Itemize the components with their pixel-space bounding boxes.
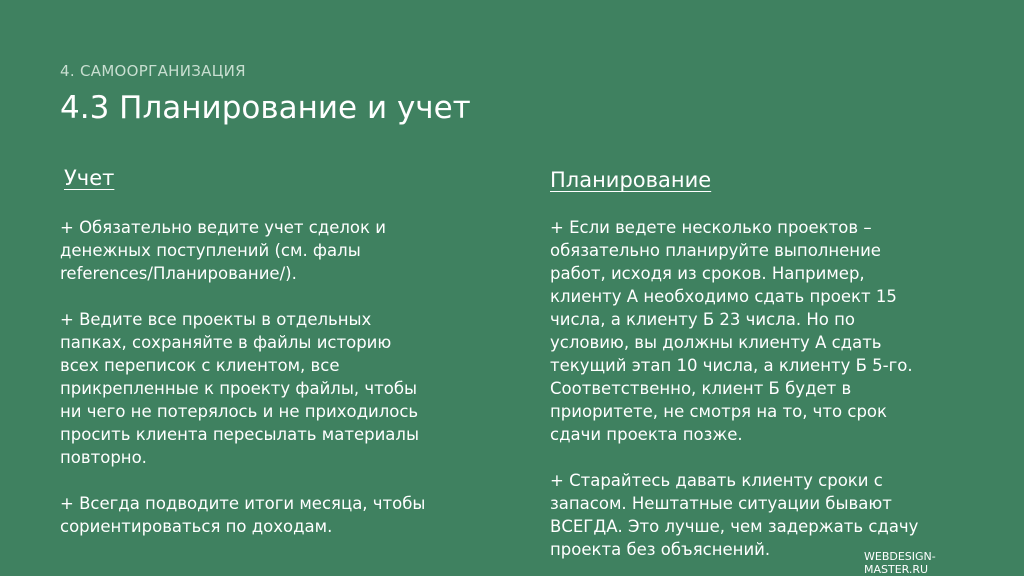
- planning-paragraph: + Если ведете несколько проектов – обязательно планируйте выполнение работ, исходя из сроков. Например, клиенту А необходимо сдать проект 15 числа, а клиенту Б 23 числа. Но по условию, вы должны клиенту А сдать текущий этап 10 числа, а клиенту Б 5-го. Соответственно, клиент Б будет в приоритете, не смотря на то, что срок сдачи проекта позже.: [550, 218, 913, 444]
- accounting-column: [60, 216, 500, 561]
- planning-column: [550, 216, 990, 576]
- site-watermark: WEBDESIGN- MASTER.RU: [864, 550, 936, 576]
- planning-heading: Планирование: [550, 168, 712, 192]
- planning-paragraph: + Старайтесь давать клиенту сроки с запасом. Нештатные ситуации бывают ВСЕГДА. Это лучше, чем задержать сдачу проекта без объяснений.: [550, 471, 919, 559]
- slide-title: 4.3 Планирование и учет: [60, 90, 471, 126]
- accounting-paragraph: + Всегда подводите итоги месяца, чтобы сориентироваться по доходам.: [60, 494, 426, 536]
- accounting-heading: Учет: [64, 166, 115, 190]
- accounting-paragraph: + Обязательно ведите учет сделок и денежных поступлений (см. фалы references/Планирование/).: [60, 218, 386, 283]
- section-label: 4. САМООРГАНИЗАЦИЯ: [60, 62, 246, 80]
- accounting-paragraph: + Ведите все проекты в отдельных папках, сохраняйте в файлы историю всех переписок с клиентом, все прикрепленные к проекту файлы, чтобы ни чего не потерялось и не приходилось просить клиента пересылать материалы повторно.: [60, 310, 419, 467]
